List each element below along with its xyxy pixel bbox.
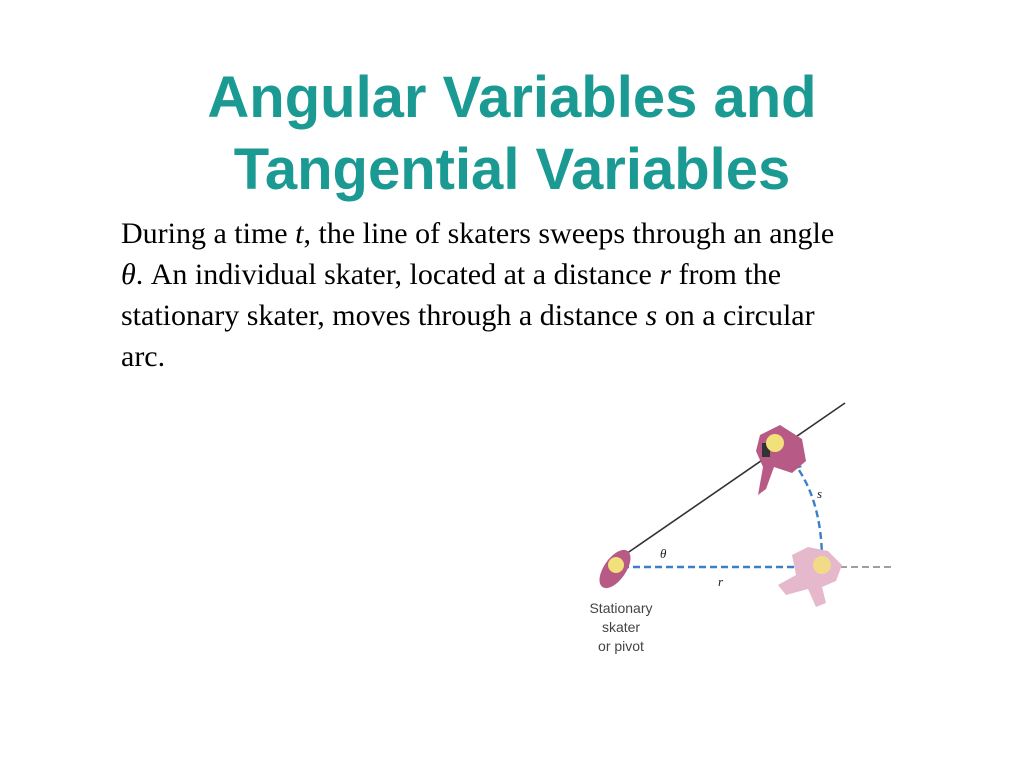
body-text-segment: from the bbox=[671, 258, 782, 291]
body-text-segment: During a time bbox=[121, 217, 296, 250]
r-label: r bbox=[718, 574, 724, 589]
title-line-2: Tangential Variables bbox=[233, 137, 791, 202]
pivot-caption-line-3: or pivot bbox=[598, 638, 644, 654]
starting-skater bbox=[778, 547, 842, 607]
starting-skater-head bbox=[813, 556, 831, 574]
starting-skater-body bbox=[778, 547, 842, 607]
variable-r: r bbox=[659, 258, 672, 291]
theta-label: θ bbox=[660, 546, 667, 561]
body-paragraph bbox=[121, 213, 951, 377]
slide-title bbox=[0, 62, 1024, 206]
body-line-4: arc. bbox=[121, 340, 166, 373]
pivot-caption-line-1: Stationary bbox=[589, 600, 653, 616]
pivot-caption-line-2: skater bbox=[601, 619, 641, 635]
body-line-3 bbox=[121, 295, 951, 336]
s-label: s bbox=[817, 486, 823, 501]
pivot-head bbox=[608, 557, 624, 573]
body-line-2 bbox=[121, 254, 951, 295]
arc-path bbox=[794, 463, 822, 561]
variable-s: s bbox=[645, 299, 658, 332]
body-text-segment: . An individual skater, located at a distance bbox=[135, 258, 660, 291]
skaters-diagram bbox=[560, 395, 910, 665]
variable-theta: θ bbox=[121, 258, 136, 291]
sweep-line bbox=[610, 403, 845, 565]
body-text-segment: stationary skater, moves through a distance bbox=[121, 299, 646, 332]
body-text-segment: , the line of skaters sweeps through an angle bbox=[303, 217, 835, 250]
body-line-1 bbox=[121, 213, 951, 254]
body-text-segment: on a circular bbox=[657, 299, 815, 332]
title-line-1: Angular Variables and bbox=[207, 65, 817, 130]
moving-skater-head bbox=[766, 434, 784, 452]
variable-t: t bbox=[295, 217, 304, 250]
